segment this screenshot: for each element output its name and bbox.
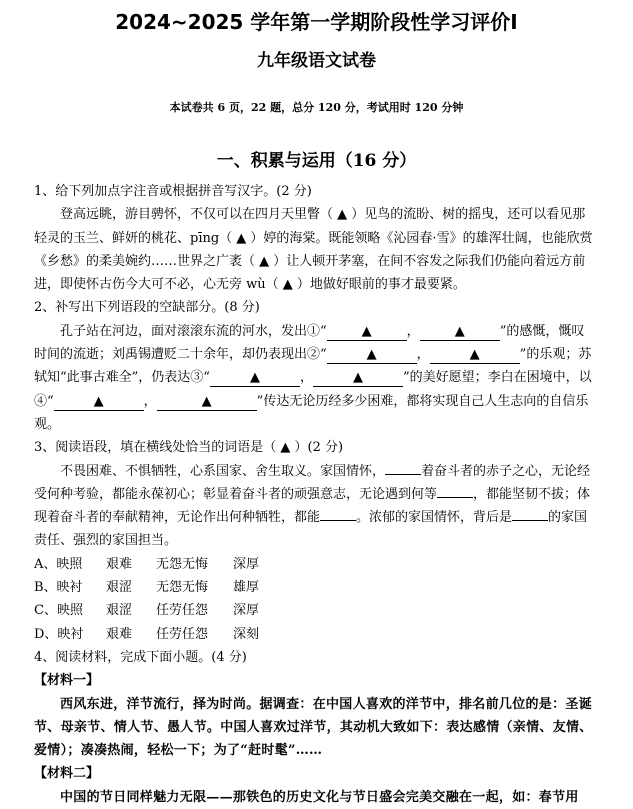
q2-text: 孔子站在河边，面对滚滚东流的河水，发出①: [60, 323, 321, 339]
q1-paragraph: 登高远眺，游目骋怀，不仅可以在四月天里瞥（ ▲ ）见鸟的流盼、树的摇曳，还可以看见那轻灵的玉兰、鲜妍的桃花、pīng（ ▲ ）婷的海棠。既能领略《沁园春·雪》的雄浑壮阔，也能欣赏《乡愁》的柔美婉约……世界之广袤（ ▲ ）让人顿开茅塞，在间不容发之际我们仍能向着远方前进，即使怀古伤今大可不必，心无旁 wù（ ▲ ）地做好眼前的事才最要紧。: [34, 207, 593, 293]
option-c[interactable]: [34, 599, 594, 622]
q2-text: ，: [416, 347, 430, 363]
answer-blank[interactable]: [385, 474, 421, 475]
option-label: C、映照: [34, 603, 83, 619]
q2-stem: 2、补写出下列语段的空缺部分。(8 分): [34, 300, 260, 316]
q3-text: 着奋斗者的赤子之心，无论经受何种考验，都能永葆初心；彰显着奋斗者的顽强意志，无论遇到何等: [34, 463, 591, 502]
material-two-text: 中国的节日同样魅力无限——那铁色的历史文化与节日盛会完美交融在一起，如：春节用: [60, 789, 579, 805]
exam-content: [34, 180, 594, 809]
option-label: A、映照: [34, 556, 83, 572]
material-one-text: 西风东进，洋节流行，择为时尚。据调查：在中国人喜欢的洋节中，排名前几位的是：圣诞节、母亲节、情人节、愚人节。中国人喜欢过洋节，其动机大致如下：表达感情（亲情、友情、爱情）；凑凑热闹，轻松一下；为了“赶时髦”……: [34, 696, 593, 759]
option-b[interactable]: [34, 576, 594, 599]
q2-paragraph: [34, 320, 594, 436]
q2-text: ，: [143, 393, 157, 409]
option-word: 任劳任怨: [156, 603, 209, 619]
q2-text: ”的乐观；苏轼知“此事古难全”，仍表达③“: [34, 347, 592, 386]
exam-subtitle: 九年级语文试卷: [257, 51, 376, 71]
material-two-heading: 【材料二】: [34, 766, 100, 782]
q2-text: ，: [406, 323, 420, 339]
option-word: 任劳任怨: [156, 626, 209, 642]
option-label: B、映衬: [34, 580, 83, 596]
option-word: 艰难: [106, 556, 133, 572]
option-label: D、映衬: [34, 626, 84, 642]
option-word: 雄厚: [233, 580, 260, 596]
exam-title: 2024~2025 学年第一学期阶段性学习评价Ⅰ: [115, 10, 518, 34]
option-word: 艰涩: [106, 580, 133, 596]
option-word: 无怨无悔: [156, 556, 209, 572]
option-word: 深刻: [233, 626, 260, 642]
answer-blank[interactable]: ▲: [430, 347, 520, 364]
answer-blank[interactable]: ▲: [327, 347, 417, 364]
answer-blank[interactable]: ▲: [54, 394, 144, 411]
q1-stem: 1、给下列加点字注音或根据拼音写汉字。(2 分): [34, 184, 312, 199]
q2-text: ，: [299, 370, 313, 386]
q2-text: ”传达无论历经多少困难，都将实现自己人生志向的自信乐观。: [34, 393, 589, 432]
q2-text: ”的美好愿望；李白在困境中，以④“: [34, 370, 592, 409]
q3-stem: 3、阅读语段，填在横线处恰当的词语是（ ▲ ）(2 分): [34, 440, 344, 456]
exam-info: 本试卷共 6 页，22 题，总分 120 分，考试用时 120 分钟: [169, 101, 464, 114]
answer-blank[interactable]: [437, 497, 473, 498]
option-word: 深厚: [233, 603, 260, 619]
option-a[interactable]: [34, 553, 594, 576]
option-d[interactable]: [34, 623, 594, 646]
answer-blank[interactable]: [320, 520, 356, 521]
option-word: 无怨无悔: [156, 580, 209, 596]
option-word: 艰难: [106, 626, 133, 642]
option-word: 深厚: [233, 556, 260, 572]
q3-text: 的家国责任、强烈的家国担当。: [34, 510, 588, 549]
q2-text: ”的感慨，慨叹时间的流逝；刘禹锡遭贬二十余年，却仍表现出②“: [34, 323, 585, 363]
section-title: 一、积累与运用（16 分）: [216, 151, 417, 171]
answer-blank[interactable]: [512, 520, 548, 521]
q4-stem: 4、阅读材料，完成下面小题。(4 分): [34, 649, 247, 665]
q3-text: 不畏困难、不惧牺牲，心系国家、舍生取义。家国情怀，: [60, 463, 386, 479]
option-word: 艰涩: [106, 603, 133, 619]
answer-blank[interactable]: ▲: [157, 394, 257, 411]
q3-text: 。浓郁的家国情怀，背后是: [356, 510, 513, 526]
answer-blank[interactable]: ▲: [327, 324, 407, 341]
answer-blank[interactable]: ▲: [313, 370, 403, 387]
q3-text: ，都能坚韧不拔；体现着奋斗者的奉献精神，无论作出何种牺牲，都能: [34, 486, 591, 526]
answer-blank[interactable]: ▲: [210, 370, 300, 387]
material-one-heading: 【材料一】: [34, 673, 100, 689]
answer-blank[interactable]: ▲: [420, 324, 500, 341]
q3-paragraph: [34, 460, 594, 553]
q2-text: “: [320, 323, 327, 339]
